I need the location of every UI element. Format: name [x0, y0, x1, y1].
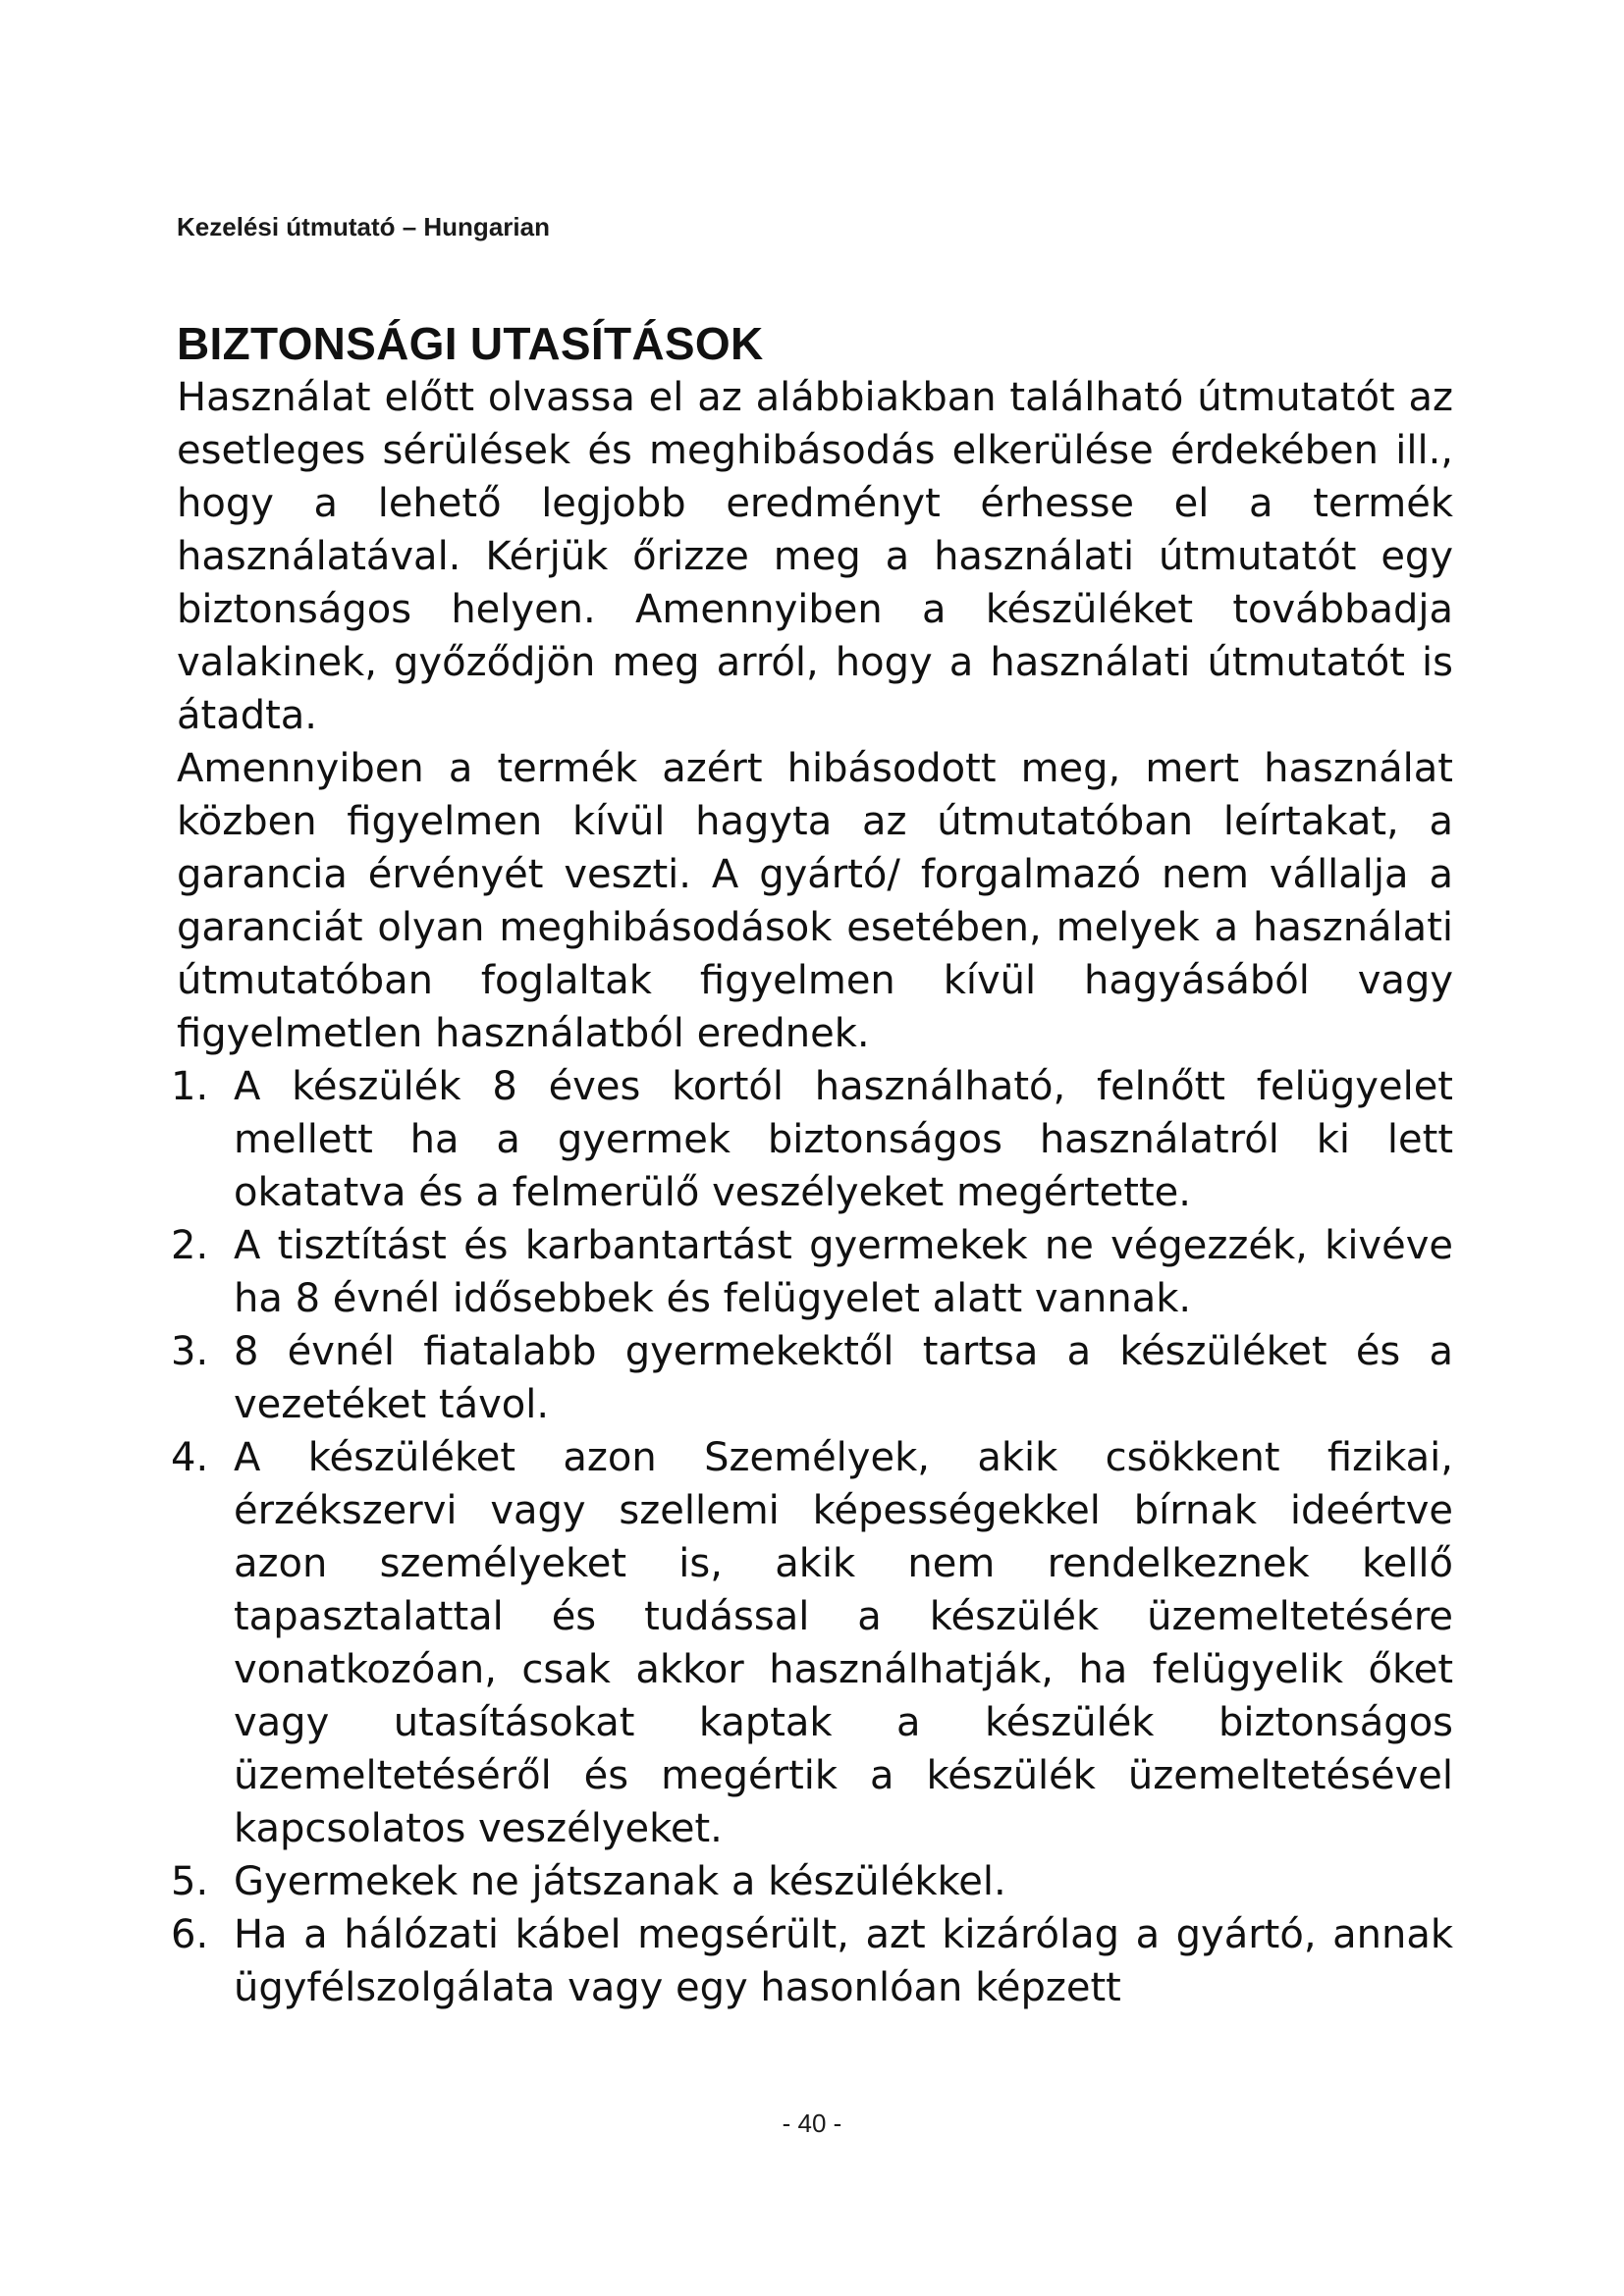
list-item — [171, 1908, 1453, 2014]
list-item-number: 1. — [171, 1064, 209, 1109]
list-item-text: 8 évnél fiatalabb gyermekektől tartsa a készüléket és a vezetéket távol. — [234, 1329, 1453, 1427]
intro-paragraph-2: Amennyiben a termék azért hibásodott meg, mert használat közben figyelmen kívül hagyta az útmutatóban leírtakat, a garancia érvényét veszti. A gyártó/ forgalmazó nem vállalja a garanciát olyan meghibásodások esetében, melyek a használati útmutatóban foglaltak figyelmen kívül hagyásából vagy figyelmetlen használatból erednek. — [177, 746, 1453, 1056]
list-item-text: A készülék 8 éves kortól használható, felnőtt felügyelet mellett ha a gyermek biztonságos használatról ki lett okatatva és a felmerülő veszélyeket megértette. — [234, 1064, 1453, 1215]
document-body — [171, 316, 1453, 2014]
list-item — [171, 1431, 1453, 1855]
list-item-text: Ha a hálózati kábel megsérült, azt kizárólag a gyártó, annak ügyfélszolgálata vagy egy hasonlóan képzett — [234, 1912, 1453, 2010]
list-item-number: 2. — [171, 1223, 209, 1268]
list-item-number: 3. — [171, 1329, 209, 1374]
list-item-text: A készüléket azon Személyek, akik csökkent fizikai, érzékszervi vagy szellemi képességekkel bírnak ideértve azon személyeket is, akik nem rendelkeznek kellő tapasztalattal és tudással a készülék üzemeltetésére vonatkozóan, csak akkor használhatják, ha felügyelik őket vagy utasításokat kaptak a készülék biztonságos üzemeltetéséről és megértik a készülék üzemeltetésével kapcsolatos veszélyeket. — [234, 1435, 1453, 1851]
list-item-number: 5. — [171, 1859, 209, 1904]
list-item-number: 4. — [171, 1435, 209, 1480]
list-item-text: A tisztítást és karbantartást gyermekek ne végezzék, kivéve ha 8 évnél idősebbek és felügyelet alatt vannak. — [234, 1223, 1453, 1321]
list-item — [171, 1325, 1453, 1431]
page-number: - 40 - — [782, 2109, 842, 2138]
list-item — [171, 1060, 1453, 1219]
list-item-number: 6. — [171, 1912, 209, 1957]
list-item — [171, 1219, 1453, 1325]
intro-paragraph-1: Használat előtt olvassa el az alábbiakban található útmutatót az esetleges sérülések és meghibásodás elkerülése érdekében ill., hogy a lehető legjobb eredményt érhesse el a termék használatával. Kérjük őrizze meg a használati útmutatót egy biztonságos helyen. Amennyiben a készüléket továbbadja valakinek, győződjön meg arról, hogy a használati útmutatót is átadta. — [177, 375, 1453, 738]
instructions-list — [171, 1060, 1453, 2014]
page-header: Kezelési útmutató – Hungarian — [177, 212, 550, 241]
section-title: BIZTONSÁGI UTASÍTÁSOK — [177, 318, 764, 369]
list-item-text: Gyermekek ne játszanak a készülékkel. — [234, 1859, 1006, 1904]
list-item — [171, 1855, 1453, 1908]
